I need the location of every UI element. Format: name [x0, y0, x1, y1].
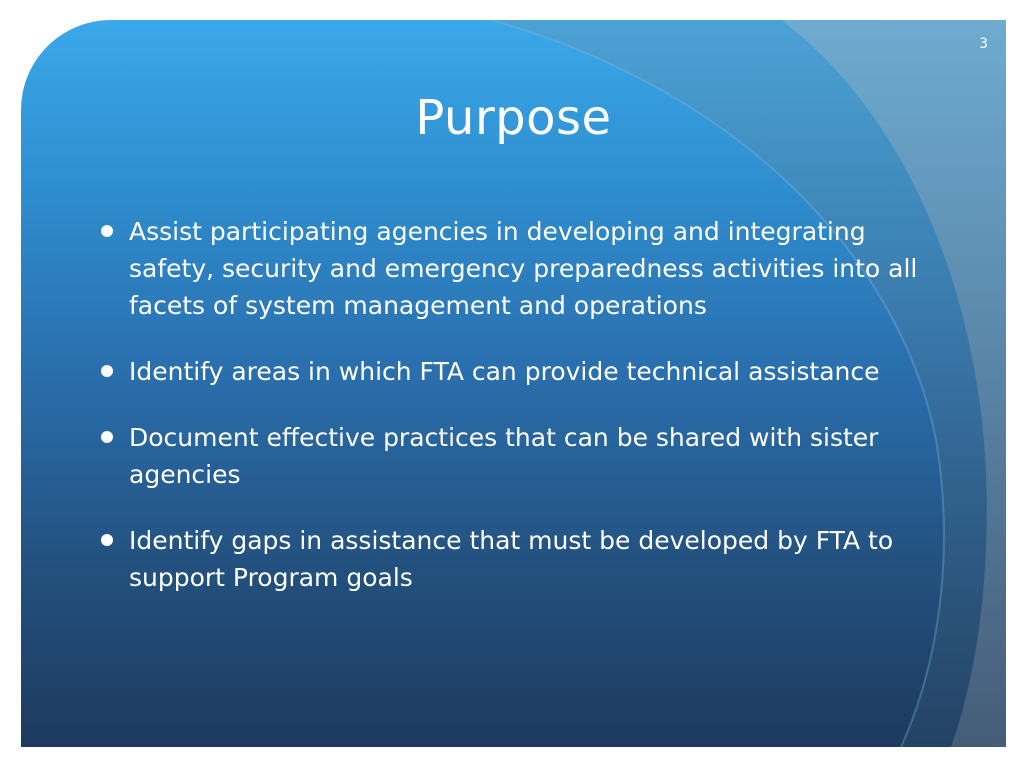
bullet-item: [129, 213, 949, 324]
slide: [21, 20, 1006, 747]
bullet-dot-icon: [101, 431, 113, 443]
bullet-text: Assist participating agencies in developing and integrating safety, security and emergency preparedness activities into all facets of system management and operations: [129, 217, 918, 320]
bullet-dot-icon: [101, 534, 113, 546]
bullet-item: [129, 353, 949, 390]
bullet-dot-icon: [101, 365, 113, 377]
bullet-text: Identify gaps in assistance that must be developed by FTA to support Program goals: [129, 526, 894, 592]
bullet-item: [129, 419, 949, 493]
bullet-dot-icon: [101, 225, 113, 237]
slide-title: Purpose: [415, 90, 612, 146]
slide-number: 3: [979, 36, 988, 52]
bullet-item: [129, 522, 949, 596]
bullet-list: [129, 213, 949, 625]
bullet-text: Identify areas in which FTA can provide technical assistance: [129, 357, 880, 386]
bullet-text: Document effective practices that can be shared with sister agencies: [129, 423, 879, 489]
